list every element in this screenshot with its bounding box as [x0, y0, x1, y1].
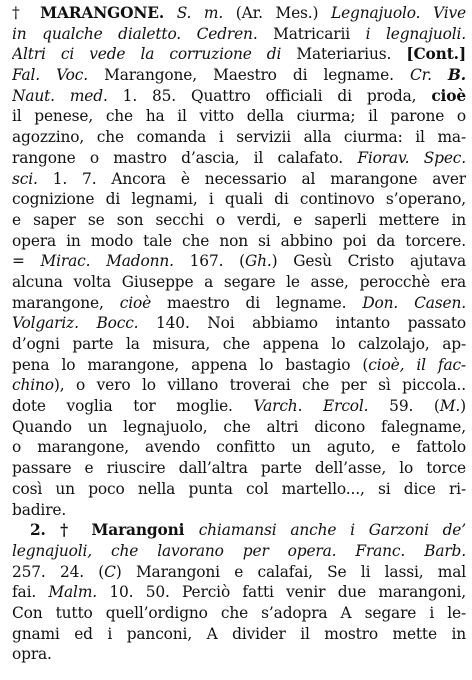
entry-line — [12, 3, 466, 24]
text-run: chino — [12, 376, 54, 395]
entry-line — [12, 437, 466, 458]
text-run: B. — [447, 66, 466, 85]
text-run: 1. 85. Quattro officiali di proda, — [122, 86, 432, 105]
text-run: Mirac. Madonn. — [40, 252, 190, 271]
entry-line — [12, 458, 466, 479]
text-run: sci. — [12, 169, 53, 188]
text-run: marangone, — [12, 293, 120, 312]
text-run: fai. — [12, 583, 49, 602]
text-run: Altri ci vede la corruzione di — [12, 45, 297, 64]
text-run: pena lo marangone, appena lo bastagio ( — [12, 355, 369, 374]
text-run: (Ar. Mes.) — [235, 4, 332, 22]
entry-line — [12, 541, 466, 562]
entry-line — [12, 106, 466, 127]
text-run: Legnajuolo. Vive — [331, 4, 466, 22]
text-run: 10. 50. Perciò fatti venir due marangoni, — [109, 583, 466, 602]
text-run: Quando un legnajuolo, che altri dicono falegname, — [12, 417, 466, 436]
text-run: MARANGONE. — [40, 4, 165, 22]
text-run: cioè — [431, 86, 466, 105]
text-run: cioè, il fac- — [368, 355, 466, 374]
text-run: ) Gesù Cristo ajutava — [271, 252, 466, 271]
text-run: legnajuoli, che lavorano per opera. Franc. Barb. — [12, 541, 466, 560]
text-run: Volgariz. Bocc. — [12, 314, 157, 333]
entry-line — [12, 169, 466, 190]
text-run: in qualche dialetto. Cedren. — [12, 24, 274, 43]
entry-line — [12, 479, 466, 500]
entry-line — [12, 44, 466, 65]
text-run: Materiarius. — [296, 45, 407, 64]
entry-line — [12, 355, 466, 376]
entry-line — [12, 272, 466, 293]
text-run: Gh. — [244, 252, 272, 271]
text-run: Naut. med. — [12, 86, 123, 105]
text-run: Don. Casen. — [362, 293, 466, 312]
entry-line — [12, 189, 466, 210]
text-run: M. — [439, 397, 461, 416]
entry-line — [12, 231, 466, 252]
entry-line — [12, 396, 466, 417]
text-run: e saper se son secchi o verdi, e saperli mettere in — [12, 210, 466, 229]
entry-line — [12, 65, 466, 86]
entry-line — [12, 148, 466, 169]
text-run: chiamansi anche i Garzoni de’ — [198, 521, 466, 540]
text-run: ) — [460, 397, 466, 416]
entry-line — [12, 417, 466, 438]
text-run: d’ogni parte la misura, che appena lo calzolajo, ap- — [12, 335, 466, 353]
text-run: 1. 7. Ancora è necessario al marangone aver — [52, 169, 466, 188]
entry-line — [12, 251, 466, 272]
text-run: Cr. — [409, 66, 448, 85]
text-run: il penese, che ha il vitto della ciurma; il parone o — [12, 107, 466, 126]
text-run: = — [12, 252, 41, 271]
text-run: † — [12, 4, 41, 22]
entry-line — [12, 500, 466, 521]
text-run: o marangone, avendo confitto un aguto, e fattolo — [12, 438, 466, 457]
entry-line — [12, 24, 466, 45]
entry-line — [12, 562, 466, 583]
text-run: [Cont.] — [406, 45, 466, 64]
entry-line — [12, 127, 466, 148]
entry-line — [12, 86, 466, 107]
text-run: ) Marangoni e calafai, Se li lassi, mal — [115, 562, 466, 581]
text-run: dote voglia tor moglie. — [12, 397, 254, 416]
text-run: Malm. — [48, 583, 110, 602]
text-run: opra. — [12, 645, 52, 664]
entry-line — [12, 520, 466, 541]
entry-line — [12, 313, 466, 334]
text-run: opera in modo tale che non si abbino poi da torcere. — [12, 231, 466, 250]
entry-line — [12, 624, 466, 645]
entry-line — [12, 375, 466, 396]
text-run: 167. ( — [189, 252, 245, 271]
text-run: badire. — [12, 500, 67, 519]
text-run: cognizione di legnami, i quali di continovo s’operano, — [12, 190, 466, 209]
entry-line — [12, 603, 466, 624]
text-run: i legnajuoli. — [365, 24, 466, 43]
entry-line — [12, 293, 466, 314]
entry-line — [12, 210, 466, 231]
text-run: ), o vero lo villano troverai che per sì piccola.. — [53, 376, 466, 395]
text-run: 2. † — [30, 521, 92, 540]
entry-line — [12, 334, 466, 355]
text-run: Matricarii — [273, 24, 366, 43]
text-run: Con tutto quell’ordigno che s’adopra A segare i le- — [12, 603, 466, 622]
text-run: 257. 24. ( — [12, 562, 105, 581]
text-run: S. m. — [164, 4, 236, 22]
text-run: 140. Noi abbiamo intanto passato — [156, 314, 466, 333]
text-run: C — [104, 562, 116, 581]
text-run: 59. ( — [389, 397, 440, 416]
entry-line — [12, 582, 466, 603]
text-run: maestro di legname. — [151, 293, 363, 312]
text-run: agozzino, che comanda i servizii alla ciurma: il ma- — [12, 128, 466, 147]
text-run: così un poco nella punta col martello..., si dice ri- — [12, 479, 466, 498]
entry-line — [12, 644, 466, 665]
text-run: passare e riuscire dall’altra parte dell’asse, lo torce — [12, 459, 466, 478]
text-run: Varch. Ercol. — [253, 397, 390, 416]
text-run: Marangoni — [91, 521, 199, 540]
text-run: Fiorav. Spec. — [357, 148, 466, 167]
text-run: rangone o mastro d’ascia, il calafato. — [12, 148, 358, 167]
entry-text — [12, 3, 466, 665]
text-run: Marangone, Maestro di legname. — [104, 66, 410, 85]
text-run: gnami ed i panconi, A divider il mostro mette in — [12, 624, 466, 643]
text-run: cioè — [119, 293, 152, 312]
text-run: alcuna volta Giuseppe a segare le asse, perocchè era — [12, 272, 466, 291]
text-run: Fal. Voc. — [12, 66, 105, 85]
